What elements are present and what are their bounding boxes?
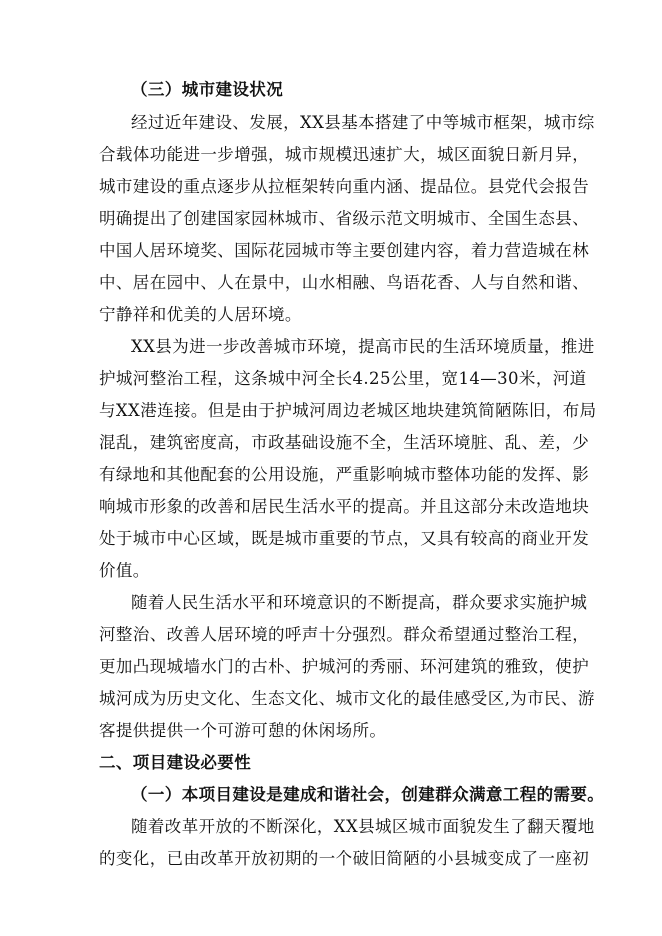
subsection-heading-harmonious-society: （一）本项目建设是建成和谐社会，创建群众满意工程的需要。 — [131, 785, 605, 804]
para3-line: 城河成为历史文化、生态文化、城市文化的最佳感受区,为市民、游 — [99, 689, 595, 708]
para3-line: 随着人民生活水平和环境意识的不断提高，群众要求实施护城 — [131, 593, 588, 612]
para3-line: 更加凸现城墙水门的古朴、护城河的秀丽、环河建筑的雅致，使护 — [99, 657, 590, 676]
para1-line: 中国人居环境奖、国际花园城市等主要创建内容，着力营造城在林 — [99, 241, 590, 260]
para1-line: 合载体功能进一步增强，城市规模迅速扩大，城区面貌日新月异， — [99, 145, 590, 164]
para4-line: 随着改革开放的不断深化，XX县城区城市面貌发生了翻天覆地 — [131, 817, 595, 836]
para2-line: 护城河整治工程，这条城中河全长4.25公里，宽14—30米，河道 — [99, 369, 587, 388]
para2-line: XX县为进一步改善城市环境，提高市民的生活环境质量，推进 — [131, 337, 595, 356]
para2-line: 与XX港连接。但是由于护城河周边老城区地块建筑简陋陈旧，布局 — [99, 401, 597, 420]
para1-line: 中、居在园中、人在景中，山水相融、鸟语花香、人与自然和谐、 — [99, 273, 590, 292]
para1-line: 经过近年建设、发展，XX县基本搭建了中等城市框架，城市综 — [131, 113, 595, 132]
para2-line: 响城市形象的改善和居民生活水平的提高。并且这部分未改造地块 — [99, 497, 590, 516]
section-heading-necessity: 二、项目建设必要性 — [99, 753, 252, 772]
para1-line: 明确提出了创建国家园林城市、省级示范文明城市、全国生态县、 — [99, 209, 590, 228]
para2-line: 处于城市中心区域，既是城市重要的节点，又具有较高的商业开发 — [99, 529, 590, 548]
para2-line: 价值。 — [99, 561, 150, 580]
para4-line: 的变化，已由改革开放初期的一个破旧简陋的小县城变成了一座初 — [99, 849, 590, 868]
para2-line: 混乱，建筑密度高，市政基础设施不全，生活环境脏、乱、差，少 — [99, 433, 590, 452]
para3-line: 河整治、改善人居环境的呼声十分强烈。群众希望通过整治工程， — [99, 625, 590, 644]
para1-line: 城市建设的重点逐步从拉框架转向重内涵、提品位。县党代会报告 — [99, 177, 590, 196]
section-heading-city-construction: （三）城市建设状况 — [131, 80, 284, 99]
para3-line: 客提供提供一个可游可憩的休闲场所。 — [99, 721, 387, 740]
para2-line: 有绿地和其他配套的公用设施，严重影响城市整体功能的发挥、影 — [99, 465, 590, 484]
para1-line: 宁静祥和优美的人居环境。 — [99, 305, 302, 324]
